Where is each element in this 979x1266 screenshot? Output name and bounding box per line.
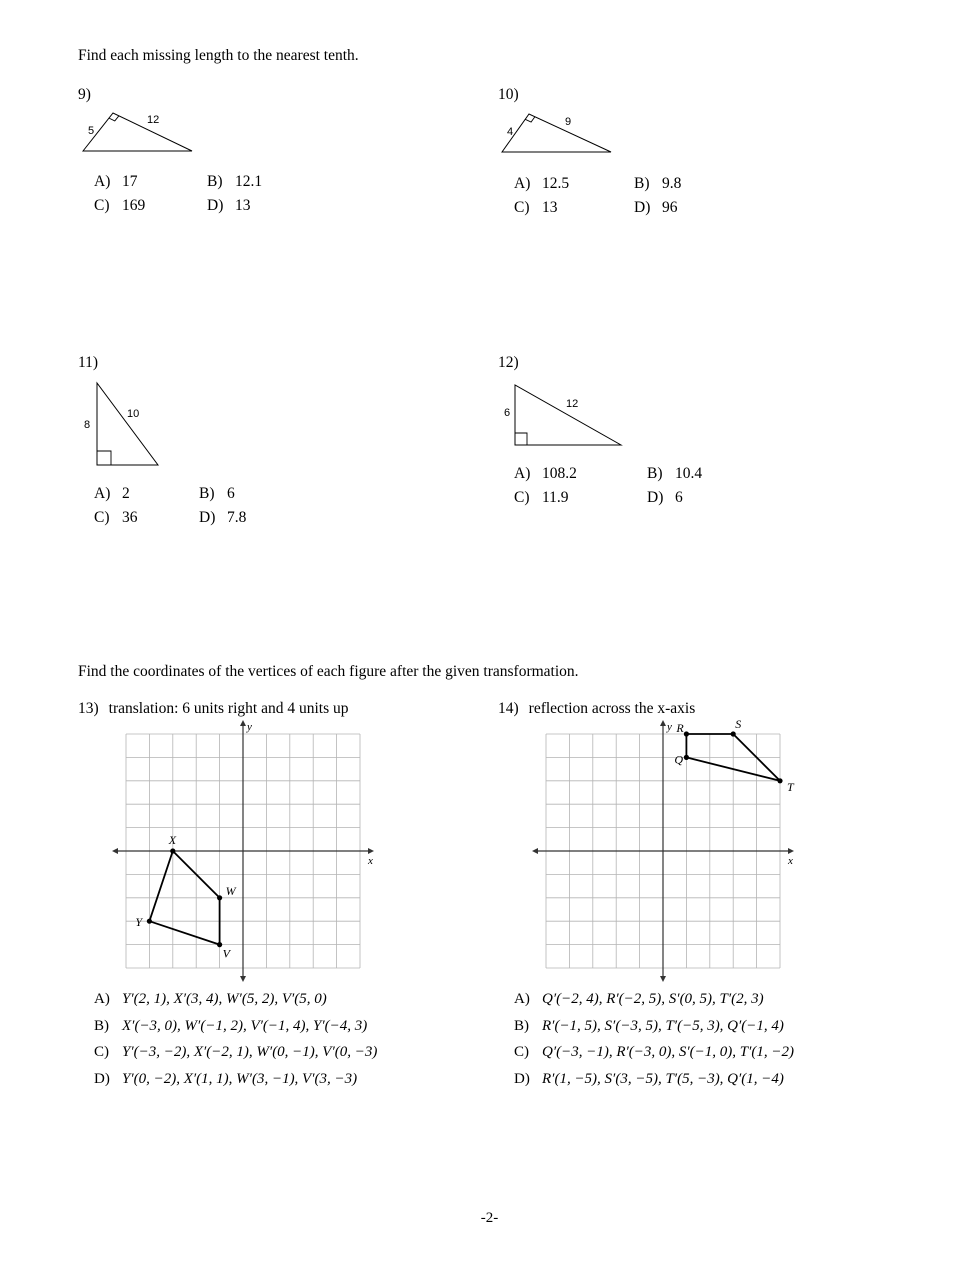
triangle-figure-12 <box>500 378 630 450</box>
choice-value: 96 <box>662 199 678 216</box>
vertex-label: T <box>787 779 794 794</box>
choice-label: D) <box>207 197 224 214</box>
choice-value: 2 <box>122 485 130 502</box>
question-12-number: 12) <box>498 354 519 371</box>
triangle-outline <box>515 385 621 445</box>
choice-value: 10.4 <box>675 465 703 482</box>
choice-value: 169 <box>122 197 146 214</box>
choice-label: C) <box>94 197 110 214</box>
coordinate-grid-14 <box>530 718 798 986</box>
choice-b <box>199 482 246 506</box>
choice-a <box>94 482 199 506</box>
vertex-point <box>731 731 736 736</box>
choice-value: 36 <box>122 509 138 526</box>
choice-value: Q′(−3, −1), R′(−3, 0), S′(−1, 0), T′(1, −2) <box>542 1044 795 1060</box>
vertex-label: R <box>676 721 684 735</box>
triangle-side-label: 8 <box>84 419 91 431</box>
triangle-outline <box>83 113 192 151</box>
triangle-figure-11 <box>80 376 170 472</box>
choice-b <box>634 172 681 196</box>
choice-a <box>94 986 377 1013</box>
choice-value: 11.9 <box>542 489 569 506</box>
question-14-choices <box>514 986 794 1092</box>
axis-arrow-icon <box>660 720 666 726</box>
question-12-choices <box>514 462 702 510</box>
choice-label: A) <box>514 991 530 1007</box>
triangle-side-label: 12 <box>566 398 579 410</box>
choice-value: Y′(2, 1), X′(3, 4), W′(5, 2), V′(5, 0) <box>122 991 327 1007</box>
page-number: -2- <box>480 1210 499 1226</box>
choice-label: D) <box>647 489 664 506</box>
choice-c <box>94 1039 377 1066</box>
choice-label: C) <box>514 489 530 506</box>
choice-d <box>634 196 681 220</box>
choice-d <box>207 194 262 218</box>
choice-value: 6 <box>675 489 683 506</box>
choice-d <box>94 1066 377 1093</box>
question-13-choices <box>94 986 377 1092</box>
y-axis-label: y <box>667 721 672 733</box>
choice-value: 17 <box>122 173 138 190</box>
vertex-label: Y <box>135 915 143 930</box>
choice-label: D) <box>199 509 216 526</box>
vertex-point <box>684 731 689 736</box>
choice-label: C) <box>514 199 530 216</box>
right-angle-marker-icon <box>515 433 527 445</box>
choice-value: Q′(−2, 4), R′(−2, 5), S′(0, 5), T′(2, 3) <box>542 991 764 1007</box>
x-axis-label: x <box>368 855 373 867</box>
choice-b <box>647 462 702 486</box>
choice-c <box>94 194 207 218</box>
choice-value: 13 <box>542 199 558 216</box>
question-13-header <box>78 700 348 718</box>
choice-label: C) <box>514 1044 529 1060</box>
axis-arrow-icon <box>240 976 246 982</box>
triangle-outline <box>97 383 158 465</box>
question-10-choices <box>514 172 681 220</box>
question-14-prompt: reflection across the x-axis <box>528 700 696 717</box>
question-10-number: 10) <box>498 86 519 103</box>
axis-arrow-icon <box>788 848 794 854</box>
choice-value: 12.1 <box>235 173 263 190</box>
instruction-transformation: Find the coordinates of the vertices of each figure after the given transformation. <box>78 663 579 680</box>
choice-d <box>514 1066 794 1093</box>
choice-value: R′(1, −5), S′(3, −5), T′(5, −3), Q′(1, −4) <box>542 1070 784 1087</box>
choice-b <box>514 1013 794 1040</box>
question-9-number: 9) <box>78 86 91 103</box>
right-angle-marker-icon <box>97 451 111 465</box>
choice-value: R′(−1, 5), S′(−3, 5), T′(−5, 3), Q′(−1, 4) <box>542 1017 784 1034</box>
choice-d <box>199 506 246 530</box>
choice-c <box>514 1039 794 1066</box>
vertex-point <box>170 848 175 853</box>
choice-c <box>514 486 647 510</box>
choice-label: B) <box>207 173 223 190</box>
question-9-choices <box>94 170 262 218</box>
triangle-side-label: 5 <box>88 125 95 137</box>
instruction-missing-length: Find each missing length to the nearest tenth. <box>78 47 359 64</box>
triangle-side-label: 4 <box>507 126 514 138</box>
choice-value: 13 <box>235 197 251 214</box>
vertex-label: Q <box>674 752 684 767</box>
choice-value: 6 <box>227 485 235 502</box>
triangle-side-label: 10 <box>127 408 140 420</box>
question-11-number: 11) <box>78 354 99 371</box>
choice-value: Y′(0, −2), X′(1, 1), W′(3, −1), V′(3, −3) <box>122 1070 358 1087</box>
axis-arrow-icon <box>532 848 538 854</box>
choice-a <box>514 986 794 1013</box>
choice-value: 12.5 <box>542 175 570 192</box>
vertex-point <box>217 942 222 947</box>
choice-label: D) <box>634 199 651 216</box>
choice-a <box>514 172 634 196</box>
vertex-point <box>684 755 689 760</box>
question-14-number: 14) <box>498 700 519 717</box>
triangle-side-label: 9 <box>565 116 572 128</box>
axis-arrow-icon <box>240 720 246 726</box>
axis-arrow-icon <box>112 848 118 854</box>
choice-label: C) <box>94 509 110 526</box>
choice-label: D) <box>514 1070 530 1087</box>
choice-b <box>94 1013 377 1040</box>
axis-arrow-icon <box>660 976 666 982</box>
triangle-side-label: 12 <box>147 114 160 126</box>
question-14-header <box>498 700 695 718</box>
choice-label: A) <box>514 175 531 192</box>
choice-value: 9.8 <box>662 175 682 192</box>
y-axis-label: y <box>247 721 252 733</box>
question-11-choices <box>94 482 246 530</box>
choice-label: B) <box>94 1017 109 1034</box>
choice-a <box>94 170 207 194</box>
vertex-point <box>147 919 152 924</box>
triangle-side-label: 6 <box>504 407 511 419</box>
choice-c <box>94 506 199 530</box>
choice-label: A) <box>94 485 111 502</box>
vertex-label: X <box>168 833 177 847</box>
choice-a <box>514 462 647 486</box>
choice-value: 108.2 <box>542 465 577 482</box>
vertex-label: V <box>222 946 230 961</box>
triangle-outline <box>502 114 611 152</box>
choice-label: C) <box>94 1044 109 1060</box>
choice-label: B) <box>199 485 215 502</box>
choice-label: B) <box>634 175 650 192</box>
choice-value: X′(−3, 0), W′(−1, 2), V′(−1, 4), Y′(−4, 3) <box>122 1017 368 1034</box>
choice-label: A) <box>514 465 531 482</box>
vertex-point <box>217 895 222 900</box>
choice-value: Y′(−3, −2), X′(−2, 1), W′(0, −1), V′(0, −3) <box>122 1044 378 1060</box>
choice-c <box>514 196 634 220</box>
axis-arrow-icon <box>368 848 374 854</box>
choice-label: A) <box>94 173 111 190</box>
question-13-prompt: translation: 6 units right and 4 units up <box>108 700 349 717</box>
question-13-number: 13) <box>78 700 99 717</box>
vertex-label: W <box>225 883 236 898</box>
choice-b <box>207 170 262 194</box>
choice-label: B) <box>647 465 663 482</box>
x-axis-label: x <box>788 855 793 867</box>
choice-label: B) <box>514 1017 529 1034</box>
coordinate-grid-13 <box>110 718 378 986</box>
triangle-figure-9 <box>80 106 200 158</box>
choice-label: A) <box>94 991 110 1007</box>
choice-label: D) <box>94 1070 110 1087</box>
vertex-label: S <box>735 718 742 731</box>
choice-d <box>647 486 702 510</box>
choice-value: 7.8 <box>227 509 247 526</box>
triangle-figure-10 <box>500 106 620 158</box>
vertex-point <box>777 778 782 783</box>
